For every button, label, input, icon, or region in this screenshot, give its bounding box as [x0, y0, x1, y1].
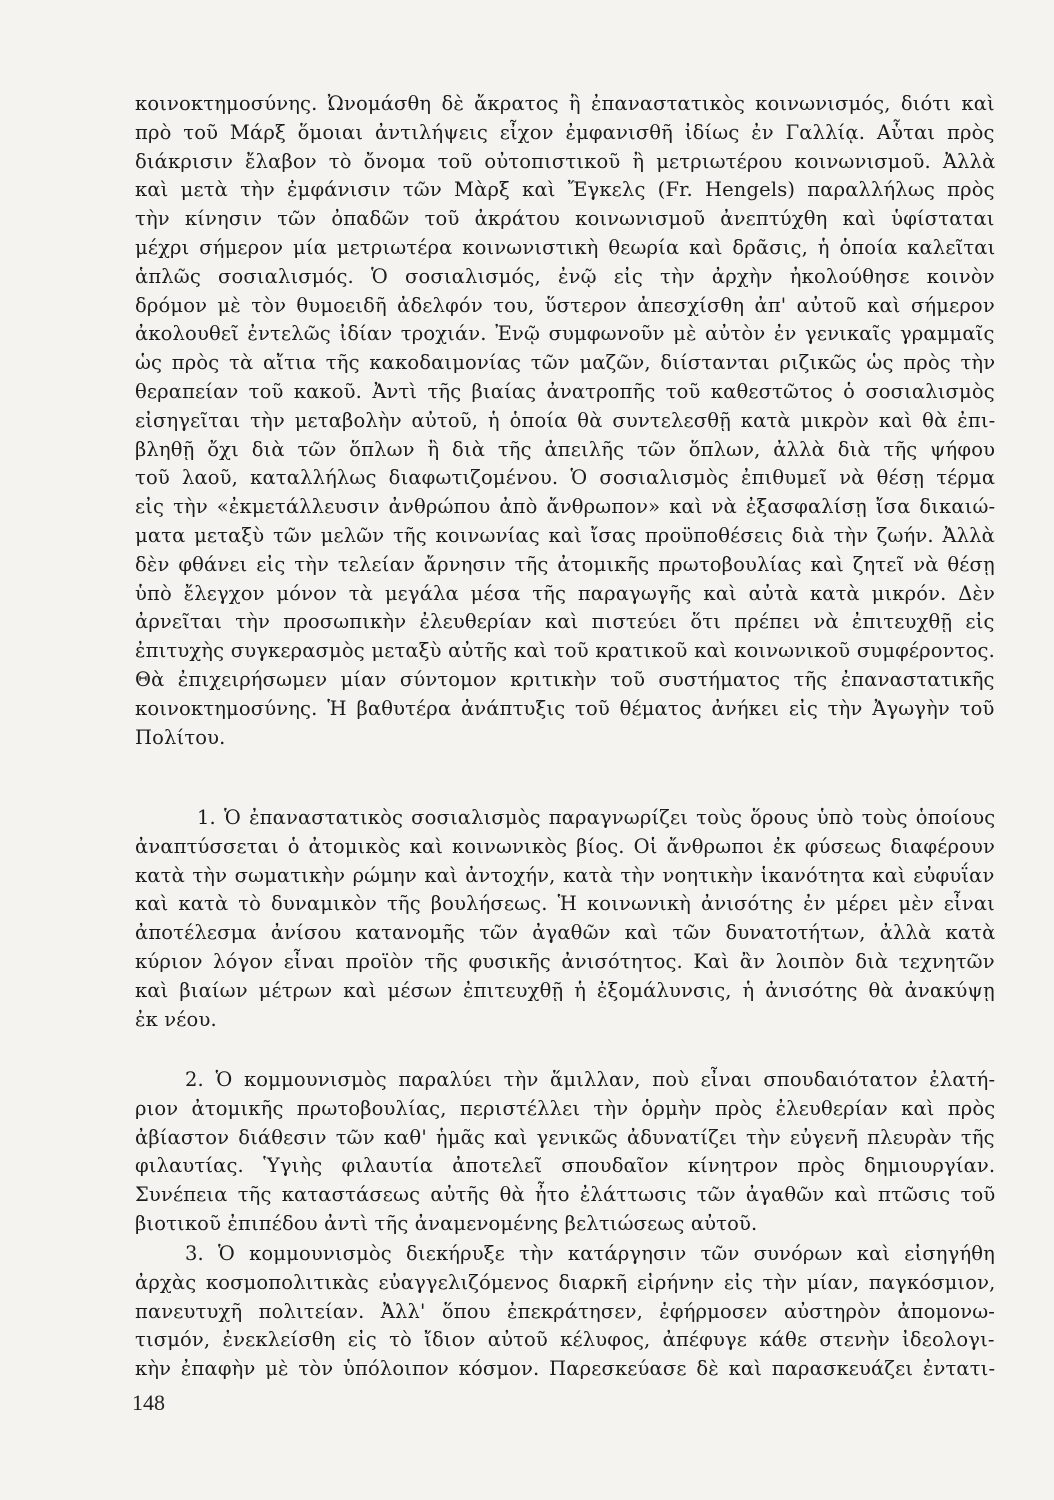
text-line: ματα μεταξὺ τῶν μελῶν τῆς κοινωνίας καὶ ἴσας προϋποθέσεις διὰ τὴν ζωήν. Ἀλλὰ	[135, 523, 995, 547]
text-line: ὑπὸ ἔλεγχον μόνον τὰ μεγάλα μέσα τῆς παραγωγῆς καὶ αὐτὰ κατὰ μικρόν. Δὲν	[135, 581, 996, 605]
paragraph-point-3	[135, 1240, 995, 1384]
text-line: τισμόν, ἐνεκλείσθη εἰς τὸ ἴδιον αὐτοῦ κέλυφος, ἀπέφυγε κάθε στενὴν ἰδεολογι-	[135, 1328, 995, 1352]
text-line: ἀρνεῖται τὴν προσωπικὴν ἐλευθερίαν καὶ πιστεύει ὅτι πρέπει νὰ ἐπιτευχθῇ εἰς	[135, 610, 995, 634]
text-line: καὶ κατὰ τὸ δυναμικὸν τῆς βουλήσεως. Ἡ κοινωνικὴ ἀνισότης ἐν μέρει μὲν εἶναι	[135, 892, 995, 916]
text-line: ἁπλῶς σοσιαλισμός. Ὁ σοσιαλισμός, ἐνῷ εἰς τὴν ἀρχὴν ἠκολούθησε κοινὸν	[135, 264, 995, 288]
text-line: κοινοκτημοσύνης. Ὠνομάσθη δὲ ἄκρατος ἢ ἐπαναστατικὸς κοινωνισμός, διότι καὶ	[135, 92, 995, 115]
text-line: ἀβίαστον διάθεσιν τῶν καθ' ἡμᾶς καὶ γενικῶς ἀδυνατίζει τὴν εὐγενῆ πλευρὰν τῆς	[135, 1125, 995, 1149]
text-line: Θὰ ἐπιχειρήσωμεν μίαν σύντομον κριτικὴν τοῦ συστήματος τῆς ἐπαναστατικῆς	[135, 667, 995, 691]
paragraph-intro	[135, 90, 995, 752]
text-line: Συνέπεια τῆς καταστάσεως αὐτῆς θὰ ἦτο ἐλάττωσις τῶν ἀγαθῶν καὶ πτῶσις τοῦ	[135, 1183, 996, 1207]
text-line: δὲν φθάνει εἰς τὴν τελείαν ἄρνησιν τῆς ἀτομικῆς πρωτοβουλίας καὶ ζητεῖ νὰ θέσῃ	[135, 552, 995, 576]
text-line: Πολίτου.	[135, 725, 226, 749]
text-line: ἀκολουθεῖ ἐντελῶς ἰδίαν τροχιάν. Ἐνῷ συμφωνοῦν μὲ αὐτὸν ἐν γενικαῖς γραμμαῖς	[135, 322, 995, 346]
text-line: εἰσηγεῖται τὴν μεταβολὴν αὐτοῦ, ἡ ὁποία θὰ συντελεσθῇ κατὰ μικρὸν καὶ θὰ ἐπι-	[135, 408, 996, 432]
text-line: ἐπιτυχὴς συγκερασμὸς μεταξὺ αὐτῆς καὶ τοῦ κρατικοῦ καὶ κοινωνικοῦ συμφέροντος.	[135, 639, 995, 663]
text-line: καὶ βιαίων μέτρων καὶ μέσων ἐπιτευχθῇ ἡ ἐξομάλυνσις, ἡ ἀνισότης θὰ ἀνακύψῃ	[135, 978, 995, 1002]
text-line: ἐκ νέου.	[135, 1007, 217, 1031]
paragraph-point-2	[135, 1066, 995, 1239]
text-line: ἀρχὰς κοσμοπολιτικὰς εὐαγγελιζόμενος διαρκῆ εἰρήνην εἰς τὴν μίαν, παγκόσμιον,	[135, 1270, 996, 1294]
text-line: φιλαυτίας. Ὑγιὴς φιλαυτία ἀποτελεῖ σπουδαῖον κίνητρον πρὸς δημιουργίαν.	[135, 1154, 996, 1178]
text-line: ὡς πρὸς τὰ αἴτια τῆς κακοδαιμονίας τῶν μαζῶν, διίστανται ριζικῶς ὡς πρὸς τὴν	[135, 351, 996, 375]
text-line: ριον ἀτομικῆς πρωτοβουλίας, περιστέλλει τὴν ὁρμὴν πρὸς ἐλευθερίαν καὶ πρὸς	[135, 1096, 996, 1120]
text-line: δρόμον μὲ τὸν θυμοειδῆ ἀδελφόν του, ὕστερον ἀπεσχίσθη ἀπ' αὐτοῦ καὶ σήμερον	[135, 293, 995, 317]
text-line: κύριον λόγον εἶναι προϊὸν τῆς φυσικῆς ἀνισότητος. Καὶ ἂν λοιπὸν διὰ τεχνητῶν	[135, 949, 995, 973]
text-line: 3. Ὁ κομμουνισμὸς διεκήρυξε τὴν κατάργησιν τῶν συνόρων καὶ εἰσηγήθη	[185, 1242, 996, 1265]
text-line: πρὸ τοῦ Μάρξ ὅμοιαι ἀντιλήψεις εἶχον ἐμφανισθῆ ἰδίως ἐν Γαλλίᾳ. Αὗται πρὸς	[135, 120, 995, 144]
page-number: 148	[132, 1390, 165, 1415]
text-line: 1. Ὁ ἐπαναστατικὸς σοσιαλισμὸς παραγνωρίζει τοὺς ὅρους ὑπὸ τοὺς ὁποίους	[197, 806, 996, 829]
text-line: διάκρισιν ἔλαβον τὸ ὄνομα τοῦ οὐτοπιστικοῦ ἢ μετριωτέρου κοινωνισμοῦ. Ἀλλὰ	[135, 149, 996, 173]
text-line: τοῦ λαοῦ, καταλλήλως διαφωτιζομένου. Ὁ σοσιαλισμὸς ἐπιθυμεῖ νὰ θέσῃ τέρμα	[135, 466, 996, 490]
text-line: 2. Ὁ κομμουνισμὸς παραλύει τὴν ἅμιλλαν, ποὺ εἶναι σπουδαιότατον ἐλατή-	[185, 1068, 996, 1091]
text-line: εἰς τὴν «ἐκμετάλλευσιν ἀνθρώπου ἀπὸ ἄνθρωπον» καὶ νὰ ἐξασφαλίσῃ ἴσα δικαιώ-	[135, 495, 996, 519]
text-line: ἀναπτύσσεται ὁ ἀτομικὸς καὶ κοινωνικὸς βίος. Οἱ ἄνθρωποι ἐκ φύσεως διαφέρουν	[135, 834, 995, 858]
text-line: τὴν κίνησιν τῶν ὀπαδῶν τοῦ ἀκράτου κοινωνισμοῦ ἀνεπτύχθη καὶ ὑφίσταται	[135, 207, 995, 231]
text-line: κατὰ τὴν σωματικὴν ρώμην καὶ ἀντοχήν, κατὰ τὴν νοητικὴν ἱκανότητα καὶ εὐφυΐαν	[135, 863, 995, 887]
paragraph-point-1	[135, 804, 995, 1034]
text-line: βιοτικοῦ ἐπιπέδου ἀντὶ τῆς ἀναμενομένης βελτιώσεως αὐτοῦ.	[135, 1211, 758, 1235]
text-line: καὶ μετὰ τὴν ἐμφάνισιν τῶν Μὰρξ καὶ Ἔγκελς (Fr. Hengels) παραλλήλως πρὸς	[135, 178, 995, 202]
text-line: κοινοκτημοσύνης. Ἡ βαθυτέρα ἀνάπτυξις τοῦ θέματος ἀνήκει εἰς τὴν Ἀγωγὴν τοῦ	[135, 696, 995, 720]
text-line: βληθῇ ὄχι διὰ τῶν ὅπλων ἢ διὰ τῆς ἀπειλῆς τῶν ὅπλων, ἀλλὰ διὰ τῆς ψήφου	[135, 437, 996, 461]
text-line: θεραπείαν τοῦ κακοῦ. Ἀντὶ τῆς βιαίας ἀνατροπῆς τοῦ καθεστῶτος ὁ σοσιαλισμὸς	[135, 379, 995, 403]
text-line: κὴν ἐπαφὴν μὲ τὸν ὑπόλοιπον κόσμον. Παρεσκεύασε δὲ καὶ παρασκευάζει ἐντατι-	[135, 1357, 996, 1381]
text-line: πανευτυχῆ πολιτείαν. Ἀλλ' ὅπου ἐπεκράτησεν, ἐφήρμοσεν αὐστηρὸν ἀπομονω-	[135, 1299, 996, 1323]
text-line: ἀποτέλεσμα ἀνίσου κατανομῆς τῶν ἀγαθῶν καὶ τῶν δυνατοτήτων, ἀλλὰ κατὰ	[135, 921, 996, 945]
text-line: μέχρι σήμερον μία μετριωτέρα κοινωνιστικὴ θεωρία καὶ δρᾶσις, ἡ ὁποία καλεῖται	[135, 235, 996, 259]
